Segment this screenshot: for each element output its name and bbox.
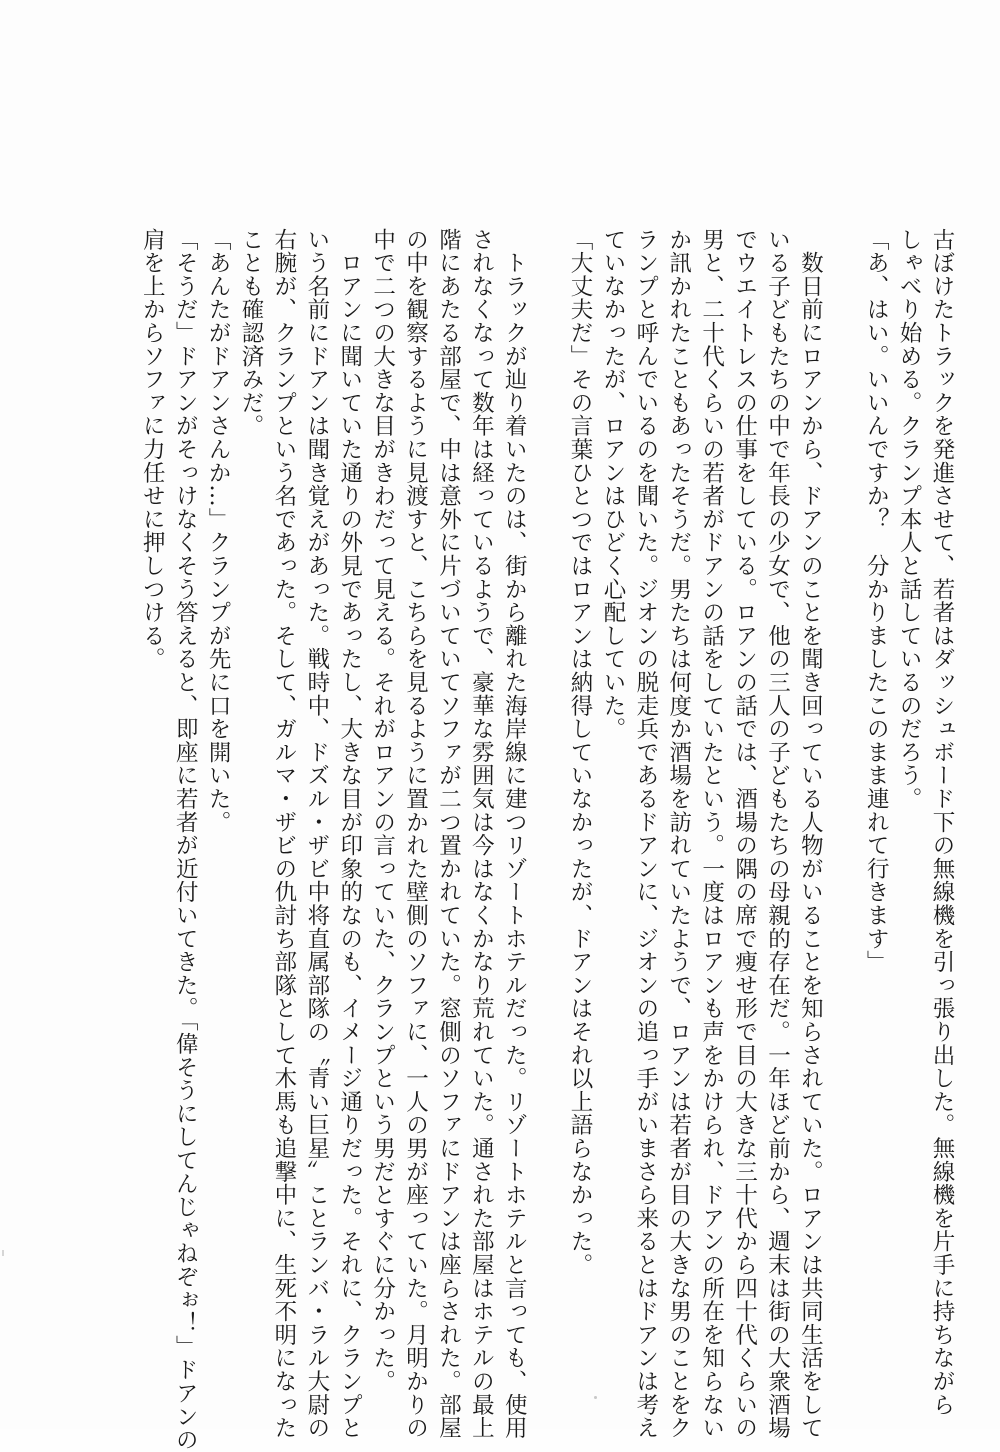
text-line: 中で二つの大きな目がきわだって見える。それがロアンの言っていた、クランプという男だとすぐに分かった。 [369, 228, 396, 1393]
text-line: いう名前にドアンは聞き覚えがあった。戦時中、ドズル・ザビ中将直属部隊の〝青い巨星〟ことランバ・ラル大尉の [303, 228, 330, 1440]
text-line: 右腕が、クランプという名であった。そして、ガルマ・ザビの仇討ち部隊として木馬も追撃中に、生死不明になった [270, 228, 297, 1440]
text-line: 「そうだ」ドアンがそっけなくそう答えると、即座に若者が近付いてきた。「偉そうにしてんじゃねぞぉ！」ドアンの [172, 228, 199, 1452]
text-line: の中を観察するように見渡すと、こちらを見るように置かれた壁側のソファに、一人の男が座っていた。月明かりの [402, 228, 429, 1440]
text-line: か訊かれたこともあったそうだ。男たちは何度か酒場を訪れていたようで、ロアンは若者が目の大きな男のことをク [665, 228, 692, 1440]
text-line: 数日前にロアンから、ドアンのことを聞き回っている人物がいることを知らされていた。ロアンは共同生活をして [797, 228, 824, 1440]
text-line: 男と、二十代くらいの若者がドアンの話をしていたという。一度はロアンも声をかけられ、ドアンの所在を知らない [698, 228, 725, 1440]
text-line: されなくなって数年は経っているようで、豪華な雰囲気は今はなくかなり荒れていた。通された部屋はホテルの最上 [468, 228, 495, 1440]
text-line: 「あ、はい。いいんですか？ 分かりましたこのまま連れて行きます」 [863, 228, 890, 974]
text-line: 階にあたる部屋で、中は意外に片づいていてソファが二つ置かれていた。窓側のソファにドアンは座らされた。部屋 [435, 228, 462, 1440]
scan-edge-mark [2, 1250, 4, 1256]
text-line: 古ぼけたトラックを発進させて、若者はダッシュボード下の無線機を引っ張り出した。無線機を片手に持ちながら [929, 228, 955, 1417]
text-line: 「あんたがドアンさんか…」クランプが先に口を開いた。 [205, 228, 232, 834]
paragraph-gap [826, 228, 859, 1288]
scan-dot [594, 1396, 597, 1399]
vertical-text-body [135, 228, 958, 1452]
text-line: ことも確認済みだ。 [238, 228, 264, 438]
text-line: しゃべり始める。クランプ本人と話しているのだろう。 [896, 228, 923, 811]
text-line: ていなかったが、ロアンはひどく心配していた。 [599, 228, 626, 741]
text-line: 「大丈夫だ」その言葉ひとつではロアンは納得していなかったが、ドアンはそれ以上語らなかった。 [567, 228, 594, 1277]
paragraph-gap [530, 228, 563, 1288]
text-line: ロアンに聞いていた通りの外見であったし、大きな目が印象的なのも、イメージ通りだった。それに、クランプと [336, 228, 363, 1440]
text-line: でウエイトレスの仕事をしている。ロアンの話では、酒場の隅の席で痩せ形で目の大きな三十代から四十代くらいの [731, 228, 758, 1440]
text-line: 肩を上からソファに力任せに押しつける。 [139, 228, 166, 671]
text-line: トラックが辿り着いたのは、街から離れた海岸線に建つリゾートホテルだった。リゾートホテルと言っても、使用 [501, 228, 528, 1440]
text-line: ランプと呼んでいるのを聞いた。ジオンの脱走兵であるドアンに、ジオンの追っ手がいまさら来るとはドアンは考え [632, 228, 659, 1440]
text-line: いる子どもたちの中で年長の少女で、他の三人の子どもたちの母親的存在だ。一年ほど前から、週末は街の大衆酒場 [764, 228, 791, 1440]
